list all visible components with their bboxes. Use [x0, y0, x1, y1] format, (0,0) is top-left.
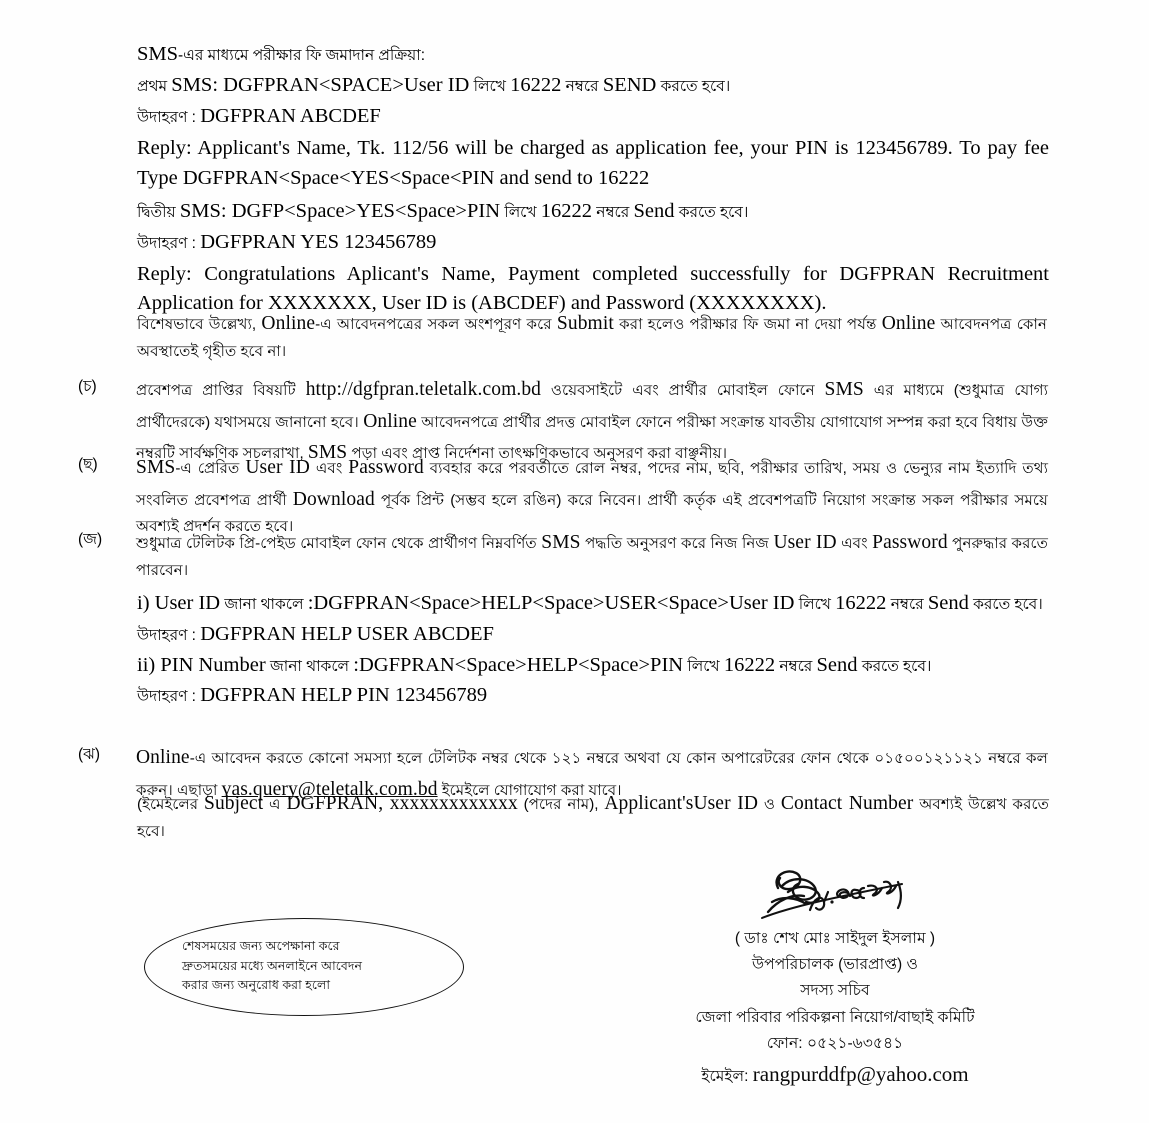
note-latin-online-1: Online [261, 313, 316, 334]
recovery-i-example-value: DGFPRAN HELP USER ABCDEF [200, 622, 494, 645]
second-reply-text: Reply: Congratulations Aplicant's Name, Payment completed successfully for DGFPRAN Recruitment Application for XXXXXXX, User ID is (ABCDEF) and Password (XXXXXXXX). [137, 263, 1049, 315]
first-sms-prefix: প্রথম [137, 78, 168, 96]
handwritten-signature-row [600, 866, 1070, 926]
stamp-line-3: করার জন্য অনুরোধ করা হলো [182, 978, 330, 993]
subject-note-bn-5: অবশ্যই উল্লেখ করতে হবে। [137, 796, 1049, 840]
officer-designation-2: সদস্য সচিব [800, 982, 870, 1000]
first-example-value: DGFPRAN ABCDEF [200, 105, 381, 128]
office-email-value[interactable]: rangpurddfp@yahoo.com [752, 1061, 969, 1086]
recovery-ii-bn-1: জানা থাকলে [269, 657, 349, 675]
chha-userid-word: User ID [245, 457, 310, 478]
first-example-label: উদাহরণ : [137, 109, 196, 127]
first-reply-text: Reply: Applicant's Name, Tk. 112/56 will be charged as application fee, your PIN is 123456789. To pay fee Type DGFPRAN<Space<YES<Space<PIN and send to 16222 [137, 137, 1049, 189]
recovery-i-example [137, 619, 1062, 650]
officer-name: ( ডাঃ শেখ মোঃ সাইদুল ইসলাম ) [734, 930, 936, 947]
recovery-i-prefix: i) User ID [137, 592, 221, 614]
ja-sms-word: SMS [541, 532, 581, 553]
applicant-userid-word: Applicant'sUser ID [604, 793, 759, 814]
list-item-ja [78, 527, 1068, 583]
second-sms-suffix: নম্বরে [596, 203, 630, 221]
ja-seg-6: পুনরুদ্ধার করতে পারবেন। [136, 535, 1049, 579]
recovery-i-shortcode: 16222 [835, 592, 887, 614]
contact-number-word: Contact Number [780, 793, 914, 814]
first-sms-line [137, 71, 1067, 100]
stamp-line-1: শেষসময়ের জন্য অপেক্ষানা করে [182, 939, 340, 953]
second-example-value: DGFPRAN YES 123456789 [200, 231, 437, 254]
note-bn-2: -এ আবেদনপত্রের সকল অংশপূরণ করে [315, 316, 552, 333]
second-example-label: উদাহরণ : [137, 235, 196, 253]
recovery-ii-bn-4: করতে হবে। [861, 657, 932, 675]
cha-sms-word-2: SMS [307, 442, 348, 464]
first-sms-example [137, 102, 1067, 131]
stamp-text-block [182, 937, 430, 996]
recovery-ii-send-word: Send [816, 653, 858, 676]
chha-seg-7: পূর্বক প্রিন্ট (সম্ভব হলে রঙিন) করে নিবেন। প্রার্থী কর্তৃক এই প্রবেশপত্রটি নিয়োগ সংক্রান্ত সকল পরীক্ষার সময়ে অবশ্যই প্রদর্শন করতে হবে। [136, 491, 1048, 536]
subject-note-bn-1: (ইমেইলের [137, 796, 205, 813]
second-sms-end: করতে হবে। [678, 203, 749, 221]
note-bn-1: বিশেষভাবে উল্লেখ্য, [137, 316, 257, 333]
officer-office: জেলা পরিবার পরিকল্পনা নিয়োগ/বাছাই কমিটি [695, 1008, 975, 1026]
sms-heading-latin: SMS [137, 43, 179, 65]
first-sms-suffix: নম্বরে [565, 78, 599, 96]
recovery-i-bn-1: জানা থাকলে [224, 596, 304, 613]
email-subject-note [137, 788, 1049, 844]
chha-sms-word: SMS [136, 457, 176, 478]
subject-note-bn-2: এ [263, 796, 287, 813]
admit-card-url: http://dgfpran.teletalk.com.bd [305, 379, 542, 400]
email-label: ইমেইল: [701, 1067, 749, 1085]
cha-seg-4: এর মাধ্যমে (শুধুমাত্র যোগ্য প্রার্থীদেরকে) যথাসময়ে জানানো হবে। [136, 382, 1048, 431]
jha-seg-1: -এ আবেদন করতে কোনো সমস্যা হলে টেলিটক নম্বর থেকে ১২১ নম্বরে অথবা যে কোন অপারেটরের ফোন থেকে ০১৫০০১২১১২১ নম্বরে কল করুন। এছাড়া [136, 750, 1048, 799]
phone-value: ০৫২১-৬৩৫৪১ [806, 1034, 904, 1052]
list-marker-cha: (চ) [78, 378, 97, 395]
note-bn-4: আবেদনপত্র কোন অবস্থাতেই গৃহীত হবে না। [137, 316, 1047, 360]
recovery-ii-prefix: ii) PIN Number [137, 653, 266, 676]
jha-online-word: Online [136, 747, 190, 768]
chha-seg-5: ব্যবহার করে পরবর্তীতে রোল নম্বর, পদের নাম, ছবি, পরীক্ষার তারিখ, সময় ও ভেন্যুর নাম ইত্যাদি তথ্য সংবলিত প্রবেশপত্র প্রার্থী [136, 460, 1048, 509]
ja-seg-2: পদ্ধতি অনুসরণ করে নিজ নিজ [580, 535, 774, 552]
first-sms-shortcode: 16222 [510, 74, 562, 97]
recovery-ii-shortcode: 16222 [723, 653, 776, 676]
cha-seg-8: পড়া এবং প্রাপ্ত নির্দেশনা তাৎক্ষণিকভাবে অনুসরণ করা বাঞ্ছনীয়। [347, 445, 728, 463]
note-latin-online-2: Online [881, 313, 936, 334]
second-sms-command: SMS: DGFP<Space>YES<Space>PIN [179, 199, 501, 222]
sms-heading-bengali: -এর মাধ্যমে পরীক্ষার ফি জমাদান প্রক্রিয়া: [178, 47, 425, 64]
list-item-ja-body [136, 527, 1048, 583]
first-sms-command: SMS: DGFPRAN<SPACE>User ID [171, 74, 470, 97]
recovery-ii-example [137, 680, 1062, 711]
second-sms-shortcode: 16222 [540, 199, 593, 222]
ja-seg-4: এবং [836, 535, 873, 552]
subject-note-bn-3: (পদের নাম), [517, 796, 605, 813]
recovery-ii-command: :DGFPRAN<Space>HELP<Space>PIN [353, 653, 684, 676]
second-sms-prefix: দ্বিতীয় [137, 203, 176, 221]
sms-instructions-section [137, 40, 1067, 319]
first-sms-send-word: SEND [602, 74, 657, 97]
recovery-i-send-word: Send [927, 592, 969, 614]
subject-format-value: DGFPRAN, xxxxxxxxxxxxx [286, 793, 518, 814]
chha-seg-1: -এ প্রেরিত [175, 460, 246, 477]
recovery-ii-bn-2: লিখে [687, 657, 720, 675]
recovery-ii-example-label: উদাহরণ : [137, 688, 196, 706]
recovery-i-example-label: উদাহরণ : [137, 626, 196, 644]
list-marker-ja: (জ) [78, 531, 103, 548]
subject-word: Subject [204, 793, 264, 814]
subject-note-bn-4: ও [758, 796, 781, 813]
second-sms-mid: লিখে [504, 203, 537, 221]
support-email-link[interactable]: vas.query@teletalk.com.bd [221, 778, 438, 800]
jha-seg-3: ইমেইলে যোগাযোগ করা যাবে। [437, 781, 622, 799]
ja-seg-0: শুধুমাত্র টেলিটক প্রি-পেইড মোবাইল ফোন থেকে প্রার্থীগণ নিম্নবর্ণিত [136, 535, 542, 552]
sms-section-heading [137, 40, 1067, 69]
recovery-i-command: :DGFPRAN<Space>HELP<Space>USER<Space>User ID [307, 592, 795, 614]
recovery-option-ii [137, 650, 1062, 681]
chha-seg-3: এবং [309, 460, 349, 477]
first-sms-end: করতে হবে। [660, 78, 731, 96]
cha-online-word: Online [363, 410, 417, 432]
officer-designation-1: উপপরিচালক (ভারপ্রাপ্ত) ও [751, 956, 919, 974]
chha-password-word: Password [348, 457, 424, 478]
recovery-i-bn-3: নম্বরে [890, 596, 924, 613]
recovery-i-bn-2: লিখে [798, 596, 831, 613]
recovery-option-i [137, 588, 1062, 619]
officer-email-row [600, 1057, 1070, 1092]
phone-label: ফোন: [766, 1034, 803, 1052]
ja-password-word: Password [872, 532, 948, 553]
first-sms-mid: লিখে [473, 78, 506, 96]
chha-download-word: Download [292, 488, 375, 510]
oval-advice-stamp [144, 918, 464, 1016]
cha-seg-0: প্রবেশপত্র প্রাপ্তির বিষয়টি [136, 382, 306, 399]
stamp-line-2: দ্রুতসময়ের মধ্যে অনলাইনে আবেদন [182, 958, 362, 973]
second-sms-line [137, 197, 1067, 226]
online-submission-note [137, 308, 1047, 364]
signature-icon [752, 866, 952, 928]
cha-seg-6: আবেদনপত্রে প্রার্থীর প্রদত্ত মোবাইল ফোনে পরীক্ষা সংক্রান্ত যাবতীয় যোগাযোগ সম্পন্ন করা হবে বিধায় উক্ত নম্বরটি সার্বক্ষণিক সচলরাখা, [136, 413, 1048, 463]
second-sms-example [137, 228, 1067, 257]
ja-userid-word: User ID [773, 532, 837, 553]
signature-block [600, 866, 1070, 1092]
cha-sms-word-1: SMS [824, 379, 864, 400]
note-bn-3: করা হলেও পরীক্ষার ফি জমা না দেয়া পর্যন্ত [619, 316, 877, 333]
note-latin-submit: Submit [556, 313, 614, 334]
list-marker-jha: (ঝ) [78, 746, 101, 763]
recovery-ii-bn-3: নম্বরে [779, 657, 813, 675]
recovery-ii-example-value: DGFPRAN HELP PIN 123456789 [200, 684, 488, 707]
password-recovery-block [137, 588, 1062, 711]
recovery-i-bn-4: করতে হবে। [973, 596, 1043, 613]
list-marker-chha: (ছ) [78, 456, 98, 473]
officer-phone-row [600, 1031, 1070, 1057]
cha-seg-2: ওয়েবসাইটে এবং প্রার্থীর মোবাইল ফোনে [541, 382, 825, 399]
second-sms-send-word: Send [633, 199, 675, 222]
